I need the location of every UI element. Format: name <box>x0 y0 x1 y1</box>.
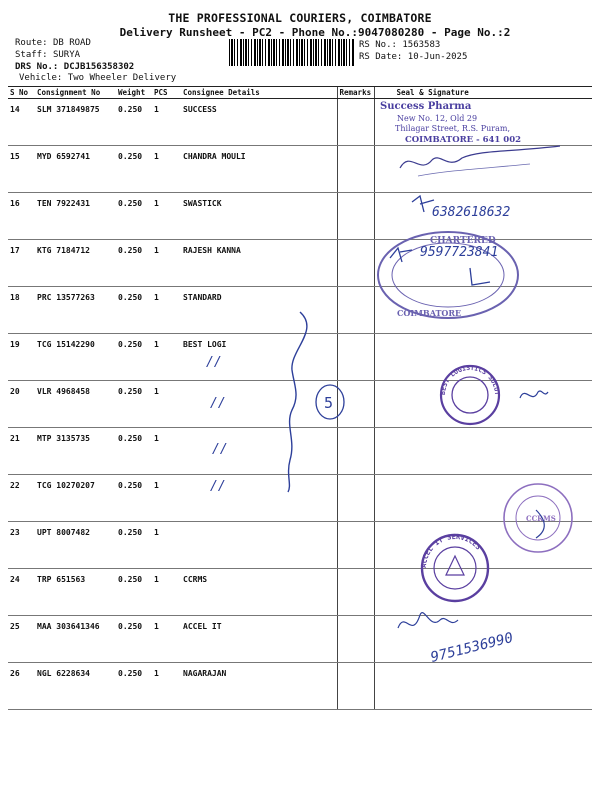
row-consignee: CCRMS <box>181 569 337 616</box>
row-consignee: RAJESH KANNA <box>181 240 337 287</box>
row-consignment-no: TCG 15142290 <box>35 334 116 381</box>
ditto-mark: // <box>210 396 226 411</box>
row-sno: 16 <box>8 193 35 240</box>
vehicle-label: Vehicle: <box>19 73 63 83</box>
table-row <box>8 381 592 428</box>
row-remarks <box>337 569 374 616</box>
row-consignment-no: PRC 13577263 <box>35 287 116 334</box>
rs-no-line <box>359 40 440 50</box>
row-pcs: 1 <box>152 616 181 663</box>
rs-date-value: 10-Jun-2025 <box>407 52 468 62</box>
row-consignment-no: MTP 3135735 <box>35 428 116 475</box>
row-weight: 0.250 <box>116 193 152 240</box>
barcode <box>229 39 355 66</box>
rs-date-line <box>359 52 467 62</box>
handwritten-phone: 9751536990 <box>429 629 515 666</box>
row-consignment-no: TRP 651563 <box>35 569 116 616</box>
row-consignment-no: MYD 6592741 <box>35 146 116 193</box>
staff-label: Staff: <box>15 50 48 60</box>
table-row <box>8 522 592 569</box>
row-consignee: SUCCESS <box>181 99 337 146</box>
row-sno: 18 <box>8 287 35 334</box>
runsheet-subtitle: Delivery Runsheet - PC2 - Phone No.:9047080280 - Page No.:2 <box>119 26 511 39</box>
table-row <box>8 663 592 710</box>
row-sno: 19 <box>8 334 35 381</box>
circled-number: 5 <box>324 394 334 412</box>
svg-text:COIMBATORE - 641 002: COIMBATORE - 641 002 <box>405 135 522 145</box>
route-value: DB ROAD <box>52 38 91 48</box>
col-pcs: PCS <box>152 87 181 99</box>
table-row <box>8 475 592 522</box>
svg-text:Thilagar Street, R.S. Puram,: Thilagar Street, R.S. Puram, <box>395 124 511 133</box>
col-remarks: Remarks <box>337 87 374 99</box>
row-weight: 0.250 <box>116 428 152 475</box>
table-header-row <box>8 87 592 99</box>
table-row <box>8 287 592 334</box>
row-seal-signature <box>374 146 592 193</box>
row-seal-signature <box>374 428 592 475</box>
row-seal-signature <box>374 569 592 616</box>
vehicle-line <box>19 73 176 83</box>
row-consignee: BEST LOGI <box>181 334 337 381</box>
chartered-text: CHARTERED <box>430 236 496 246</box>
best-logistics-text: BEST LOGISTICS SOLUT <box>438 363 502 396</box>
handwritten-phone: 9597723841 <box>420 245 499 260</box>
row-weight: 0.250 <box>116 522 152 569</box>
row-weight: 0.250 <box>116 99 152 146</box>
row-weight: 0.250 <box>116 616 152 663</box>
col-seal: Seal & Signature <box>374 87 592 99</box>
table-row <box>8 99 592 146</box>
row-weight: 0.250 <box>116 475 152 522</box>
row-seal-signature <box>374 475 592 522</box>
row-pcs: 1 <box>152 428 181 475</box>
row-remarks <box>337 616 374 663</box>
row-seal-signature <box>374 193 592 240</box>
row-consignment-no: TCG 10270207 <box>35 475 116 522</box>
row-sno: 15 <box>8 146 35 193</box>
row-seal-signature <box>374 381 592 428</box>
staff-value: SURYA <box>52 50 81 60</box>
row-consignee <box>181 428 337 475</box>
row-remarks <box>337 522 374 569</box>
col-consignment: Consignment No <box>35 87 116 99</box>
ditto-mark: // <box>210 479 226 494</box>
row-weight: 0.250 <box>116 146 152 193</box>
row-remarks <box>337 146 374 193</box>
row-pcs: 1 <box>152 193 181 240</box>
row-consignment-no: UPT 8007482 <box>35 522 116 569</box>
row-sno: 20 <box>8 381 35 428</box>
row-consignee: NAGARAJAN <box>181 663 337 710</box>
row-weight: 0.250 <box>116 569 152 616</box>
row-seal-signature <box>374 522 592 569</box>
row-sno: 25 <box>8 616 35 663</box>
row-weight: 0.250 <box>116 663 152 710</box>
row-pcs: 1 <box>152 287 181 334</box>
row-seal-signature <box>374 334 592 381</box>
row-consignee: STANDARD <box>181 287 337 334</box>
rs-no-label: RS No.: <box>359 40 397 50</box>
drs-value: DCJB156358302 <box>63 62 135 72</box>
row-sno: 24 <box>8 569 35 616</box>
row-consignee <box>181 522 337 569</box>
table-body <box>8 99 592 710</box>
row-seal-signature <box>374 240 592 287</box>
ccrms-text: CCRMS <box>526 514 556 523</box>
row-pcs: 1 <box>152 240 181 287</box>
row-weight: 0.250 <box>116 240 152 287</box>
row-remarks <box>337 99 374 146</box>
row-pcs: 1 <box>152 334 181 381</box>
table-row <box>8 569 592 616</box>
row-pcs: 1 <box>152 99 181 146</box>
row-pcs: 1 <box>152 663 181 710</box>
row-consignee <box>181 475 337 522</box>
row-pcs: 1 <box>152 381 181 428</box>
route-label: Route: <box>15 38 48 48</box>
row-sno: 21 <box>8 428 35 475</box>
table-row <box>8 193 592 240</box>
svg-text:Success Pharma: Success Pharma <box>380 101 472 112</box>
row-pcs: 1 <box>152 522 181 569</box>
row-remarks <box>337 193 374 240</box>
row-consignment-no: KTG 7184712 <box>35 240 116 287</box>
rs-date-label: RS Date: <box>359 52 403 62</box>
col-consignee: Consignee Details <box>181 87 337 99</box>
rs-no-value: 1563583 <box>402 40 441 50</box>
table-row <box>8 146 592 193</box>
row-seal-signature <box>374 99 592 146</box>
drs-line <box>15 62 134 72</box>
row-sno: 17 <box>8 240 35 287</box>
coimbatore-text: COIMBATORE <box>397 308 462 318</box>
table-row <box>8 334 592 381</box>
drs-label: DRS No.: <box>15 62 59 72</box>
row-remarks <box>337 287 374 334</box>
row-remarks <box>337 428 374 475</box>
col-weight: Weight <box>116 87 152 99</box>
row-remarks <box>337 475 374 522</box>
row-remarks <box>337 334 374 381</box>
row-remarks <box>337 381 374 428</box>
svg-text:New No. 12, Old 29: New No. 12, Old 29 <box>397 114 478 123</box>
row-consignment-no: MAA 303641346 <box>35 616 116 663</box>
row-weight: 0.250 <box>116 381 152 428</box>
table-row <box>8 428 592 475</box>
row-consignee: CHANDRA MOULI <box>181 146 337 193</box>
row-pcs: 1 <box>152 475 181 522</box>
row-weight: 0.250 <box>116 334 152 381</box>
row-consignment-no: SLM 371849875 <box>35 99 116 146</box>
vehicle-value: Two Wheeler Delivery <box>67 73 177 83</box>
row-consignment-no: VLR 4968458 <box>35 381 116 428</box>
row-sno: 26 <box>8 663 35 710</box>
row-pcs: 1 <box>152 146 181 193</box>
ditto-mark: // <box>212 442 228 457</box>
table-row <box>8 240 592 287</box>
row-remarks <box>337 663 374 710</box>
accel-text: ACCEL IT SERVICES <box>419 532 483 569</box>
row-sno: 14 <box>8 99 35 146</box>
company-title: THE PROFESSIONAL COURIERS, COIMBATORE <box>168 11 432 25</box>
row-consignee: ACCEL IT <box>181 616 337 663</box>
handwritten-phone: 6382618632 <box>432 205 511 220</box>
runsheet-table <box>8 86 592 710</box>
row-consignee: SWASTICK <box>181 193 337 240</box>
row-weight: 0.250 <box>116 287 152 334</box>
table-row <box>8 616 592 663</box>
ditto-mark: // <box>206 355 222 370</box>
row-consignee <box>181 381 337 428</box>
row-pcs: 1 <box>152 569 181 616</box>
row-remarks <box>337 240 374 287</box>
row-sno: 23 <box>8 522 35 569</box>
row-consignment-no: TEN 7922431 <box>35 193 116 240</box>
row-consignment-no: NGL 6228634 <box>35 663 116 710</box>
staff-line <box>15 50 80 60</box>
row-sno: 22 <box>8 475 35 522</box>
row-seal-signature <box>374 663 592 710</box>
col-sno: S No <box>8 87 35 99</box>
row-seal-signature <box>374 287 592 334</box>
row-seal-signature <box>374 616 592 663</box>
route-line <box>15 38 91 48</box>
